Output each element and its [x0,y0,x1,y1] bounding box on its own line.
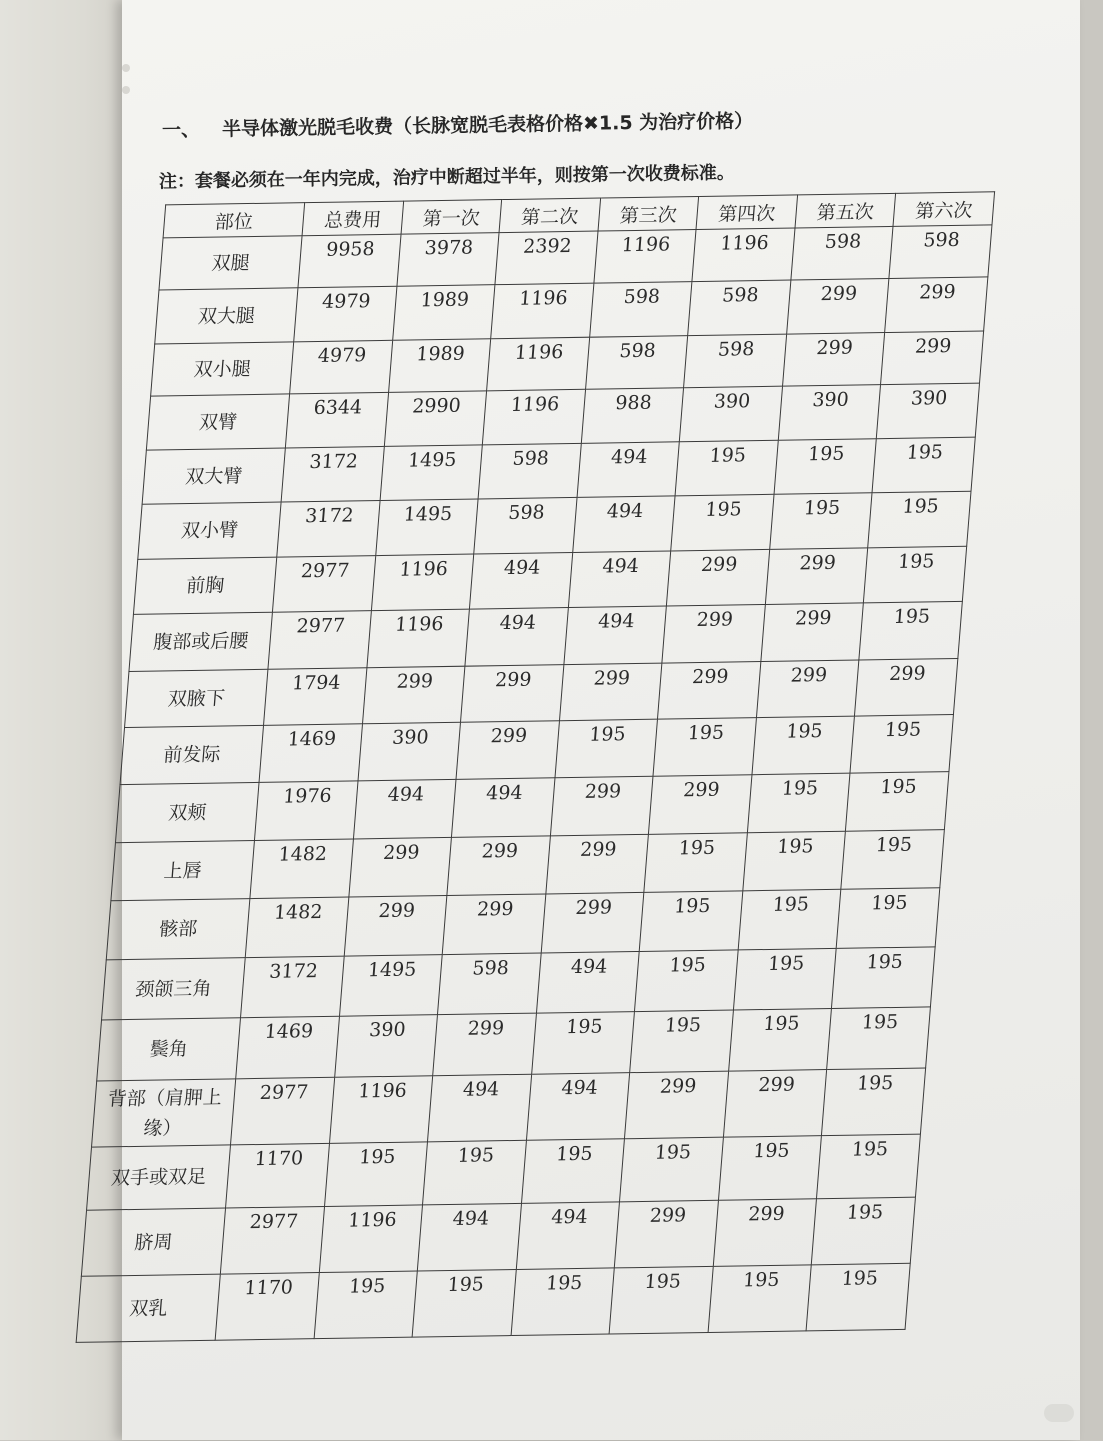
total-fee-cell: 1482 [250,839,353,899]
session-fee-cell: 1196 [487,337,590,391]
session-fee-cell: 299 [541,892,644,953]
session-fee-cell: 299 [433,1013,536,1076]
session-fee-cell: 1196 [692,228,795,282]
section-title: 半导体激光脱毛收费（长脉宽脱毛表格价格✖1.5 为治疗价格） [221,110,754,141]
body-part-cell: 双小腿 [151,342,294,396]
session-fee-cell: 299 [756,660,859,718]
session-fee-cell: 195 [774,439,877,495]
session-fee-cell: 195 [743,831,846,891]
session-fee-cell: 195 [423,1140,526,1205]
session-fee-cell: 195 [822,1068,926,1136]
session-fee-cell: 195 [324,1142,427,1207]
session-fee-cell: 1495 [376,499,479,556]
header-col-7: 第六次 [893,192,994,227]
session-fee-cell: 3978 [397,233,500,287]
session-fee-cell: 299 [461,665,564,723]
session-fee-cell: 299 [713,1199,817,1267]
session-fee-cell: 299 [662,604,765,663]
session-fee-cell: 598 [585,336,688,390]
session-fee-cell: 494 [573,496,676,553]
session-fee-cell: 598 [889,225,992,279]
session-fee-cell: 1196 [594,230,697,284]
header-col-5: 第四次 [696,195,797,230]
body-part-cell: 双小臂 [138,502,282,559]
session-fee-cell: 195 [770,493,873,550]
session-fee-cell: 195 [752,716,855,775]
total-fee-cell: 1794 [264,668,367,726]
session-fee-cell: 195 [733,948,836,1010]
session-fee-cell: 1196 [367,609,470,668]
session-fee-cell: 195 [859,601,962,660]
session-fee-cell: 494 [470,552,573,609]
session-fee-cell: 195 [718,1136,821,1201]
session-fee-cell: 195 [872,437,975,493]
session-fee-cell: 195 [806,1263,910,1331]
session-fee-cell: 598 [474,497,577,554]
session-fee-cell: 390 [680,386,783,442]
session-fee-cell: 299 [667,549,770,606]
session-fee-cell: 1196 [483,389,586,445]
body-part-cell: 鬓角 [97,1018,241,1081]
session-fee-cell: 299 [362,666,465,724]
session-fee-cell: 299 [761,603,864,662]
fee-table [76,191,996,1343]
session-fee-cell: 195 [511,1268,615,1336]
session-fee-cell: 494 [526,1073,630,1141]
session-fee-cell: 195 [738,889,841,950]
session-fee-cell: 195 [837,888,940,949]
total-fee-cell: 6344 [286,392,389,448]
session-fee-cell: 494 [428,1074,532,1142]
session-fee-cell: 299 [615,1200,719,1268]
session-fee-cell: 598 [791,226,894,280]
header-col-1: 总费用 [302,201,403,236]
session-fee-cell: 195 [817,1134,921,1199]
body-part-cell: 脐周 [81,1208,225,1276]
session-fee-cell: 494 [564,606,667,665]
session-fee-cell: 195 [555,719,658,778]
body-part-cell: 双颊 [115,782,259,842]
table-body [76,225,992,1343]
session-fee-cell: 299 [443,894,546,955]
body-part-cell: 双腋下 [125,669,269,727]
session-fee-cell: 299 [456,721,559,780]
total-fee-cell: 3172 [277,501,380,558]
session-fee-cell: 299 [885,277,988,333]
session-fee-cell: 2392 [495,231,598,285]
total-fee-cell: 1469 [259,724,362,783]
total-fee-cell: 2977 [273,556,376,613]
total-fee-cell: 9958 [298,234,401,288]
total-fee-cell: 2977 [221,1206,325,1274]
page-content [107,0,1103,1440]
session-fee-cell: 1989 [388,339,491,393]
session-fee-cell: 195 [653,718,756,777]
session-fee-cell: 195 [671,494,774,551]
body-part-cell: 背部（肩胛上缘） [92,1079,236,1147]
session-fee-cell: 494 [516,1202,620,1270]
total-fee-cell: 1170 [215,1273,319,1341]
session-fee-cell: 299 [447,836,550,896]
total-fee-cell: 3172 [241,956,344,1018]
body-part-cell: 颈颌三角 [102,958,246,1020]
session-fee-cell: 299 [787,278,890,334]
total-fee-cell: 1976 [255,781,358,841]
session-fee-cell: 494 [465,608,568,667]
session-fee-cell: 299 [782,333,885,387]
bleed-through-text [0,39,137,162]
header-col-2: 第一次 [401,200,502,235]
session-fee-cell: 195 [846,772,949,832]
body-part-cell: 上唇 [111,841,255,901]
session-fee-cell: 494 [452,778,555,838]
session-fee-cell: 195 [832,947,935,1009]
session-fee-cell: 494 [536,951,639,1013]
session-fee-cell: 195 [314,1271,418,1339]
session-fee-cell: 598 [438,953,541,1015]
session-fee-cell: 299 [855,658,958,716]
total-fee-cell: 1170 [226,1143,329,1208]
session-fee-cell: 299 [658,662,761,720]
session-fee-cell: 494 [568,551,671,608]
table-row [76,1263,910,1342]
session-fee-cell: 494 [353,779,456,839]
session-fee-cell: 988 [581,388,684,444]
session-fee-cell: 299 [765,548,868,605]
session-fee-cell: 195 [747,773,850,833]
body-part-cell: 前发际 [120,725,264,784]
session-fee-cell: 1196 [329,1076,433,1144]
session-fee-cell: 299 [559,663,662,721]
body-part-cell: 双腿 [159,236,302,290]
session-fee-cell: 2990 [384,391,487,447]
body-part-cell: 双大臂 [142,448,285,504]
document-page [107,0,1080,1440]
session-fee-cell: 1196 [371,554,474,611]
session-fee-cell: 195 [812,1197,916,1265]
session-fee-cell: 195 [864,546,967,603]
header-col-3: 第二次 [499,198,600,233]
total-fee-cell: 1469 [236,1016,339,1079]
session-fee-cell: 195 [850,715,953,774]
session-fee-cell: 1495 [339,955,442,1017]
session-fee-cell: 195 [675,440,778,496]
session-fee-cell: 390 [877,383,980,439]
session-fee-cell: 195 [729,1008,832,1071]
session-fee-cell: 598 [589,282,692,338]
session-fee-cell: 195 [521,1139,624,1204]
session-fee-cell: 299 [723,1070,827,1138]
body-part-cell: 前胸 [133,557,277,614]
total-fee-cell: 2977 [268,611,371,670]
session-fee-cell: 195 [827,1007,930,1070]
session-fee-cell: 299 [546,834,649,894]
session-fee-cell: 195 [630,1010,733,1073]
session-fee-cell: 598 [478,443,581,499]
session-fee-cell: 195 [635,950,738,1012]
note-text: 注：套餐必须在一年内完成，治疗中断超过半年，则按第一次收费标准。 [158,162,735,193]
session-fee-cell: 195 [708,1265,812,1333]
session-fee-cell: 195 [531,1012,634,1075]
session-fee-cell: 195 [620,1137,723,1202]
total-fee-cell: 4979 [294,286,397,342]
body-part-cell: 双手或双足 [87,1145,231,1210]
session-fee-cell: 1495 [380,445,483,501]
body-part-cell: 双大腿 [155,288,298,344]
session-fee-cell: 598 [688,280,791,336]
session-fee-cell: 1989 [392,285,495,341]
session-fee-cell: 195 [644,833,747,893]
total-fee-cell: 4979 [290,340,393,394]
session-fee-cell: 299 [649,775,752,835]
body-part-cell: 骸部 [106,899,250,960]
total-fee-cell: 3172 [281,446,384,502]
session-fee-cell: 195 [640,891,743,952]
session-fee-cell: 299 [881,331,984,385]
session-fee-cell: 299 [625,1071,729,1139]
section-number: 一、 [161,118,201,142]
session-fee-cell: 195 [841,830,944,890]
total-fee-cell: 1482 [245,897,348,958]
body-part-cell: 双乳 [76,1274,220,1342]
watermark-badge [1044,1404,1074,1422]
body-part-cell: 腹部或后腰 [129,612,273,671]
session-fee-cell: 390 [778,385,881,441]
session-fee-cell: 299 [550,776,653,836]
session-fee-cell: 195 [868,491,971,548]
header-col-6: 第五次 [795,193,896,228]
session-fee-cell: 494 [577,442,680,498]
session-fee-cell: 299 [344,896,447,957]
session-fee-cell: 598 [684,334,787,388]
session-fee-cell: 390 [334,1015,437,1078]
body-part-cell: 双臂 [146,394,289,450]
session-fee-cell: 1196 [491,283,594,339]
section-heading [162,106,754,142]
session-fee-cell: 494 [418,1203,522,1271]
session-fee-cell: 390 [358,722,461,781]
session-fee-cell: 195 [412,1269,516,1337]
session-fee-cell: 195 [609,1266,713,1334]
session-fee-cell: 1196 [319,1205,423,1273]
total-fee-cell: 2977 [231,1077,335,1145]
header-col-4: 第三次 [598,196,699,231]
session-fee-cell: 299 [349,837,452,897]
header-part: 部位 [163,203,305,238]
